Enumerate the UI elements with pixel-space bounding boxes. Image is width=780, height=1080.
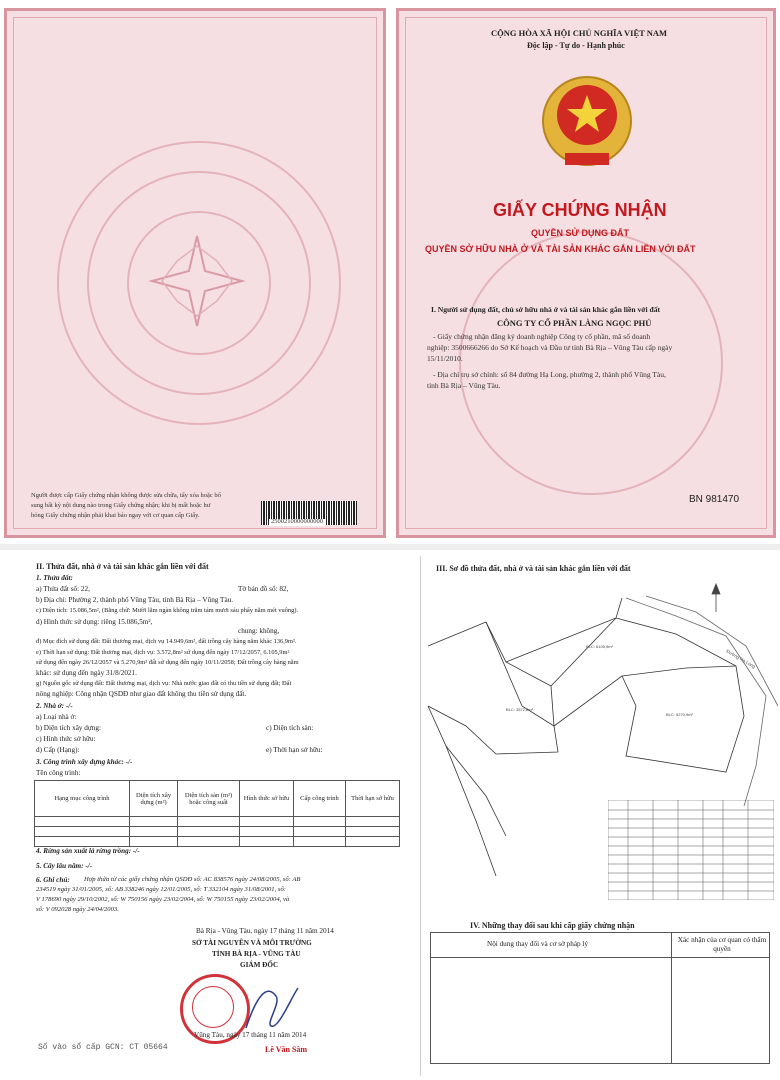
- notice-line: Người được cấp Giấy chứng nhận không được sửa chữa, tẩy xóa hoặc bổ: [31, 492, 221, 499]
- land-line: e) Thời hạn sử dụng: Đất thương mại, dịch vụ: 3.572,8m² sử dụng đến ngày 17/12/2057, 6.105,9m²: [36, 649, 290, 656]
- perennial-line: 5. Cây lâu năm: -/-: [36, 862, 93, 870]
- owner-detail: 15/11/2010.: [427, 354, 463, 363]
- barcode-number: 2500210000000000: [271, 518, 323, 525]
- divider: [0, 544, 780, 550]
- land-line: khác: sử dụng đến ngày 31/8/2021.: [36, 669, 137, 677]
- table-row: [35, 827, 400, 837]
- certificate-front-cover: [396, 8, 776, 538]
- land-line: đ) Mục đích sử dụng đất: Đất thương mại, dịch vụ 14.949,6m², đất trồng cây hàng năm khác 136,9m².: [36, 638, 297, 645]
- land-title: 1. Thửa đất:: [36, 574, 73, 582]
- owner-detail: - Giấy chứng nhận đăng ký doanh nghiệp Công ty cổ phần, mã số doanh: [433, 332, 651, 341]
- section2-title: II. Thửa đất, nhà ở và tài sản khác gắn liền với đất: [36, 562, 209, 571]
- note-title: 6. Ghi chú:: [36, 876, 70, 884]
- signer-name: Lê Văn Sâm: [265, 1045, 308, 1054]
- land-line: g) Nguồn gốc sử dụng đất: Đất thương mại, dịch vụ: Nhà nước giao đất có thu tiền sử dụng đất; Đất: [36, 680, 292, 687]
- table-row: [35, 837, 400, 847]
- shared-use: chung: không,: [238, 627, 280, 635]
- director-title: GIÁM ĐỐC: [240, 961, 279, 969]
- land-line: b) Địa chỉ: Phường 2, thành phố Vũng Tàu, tỉnh Bà Rịa – Vũng Tàu.: [36, 596, 234, 604]
- house-field: e) Thời hạn sở hữu:: [266, 746, 323, 754]
- owner-detail: tỉnh Bà Rịa – Vũng Tàu.: [427, 381, 501, 390]
- svg-text:BLC: 6105,9m²: BLC: 6105,9m²: [586, 644, 613, 649]
- national-title: CỘNG HÒA XÃ HỘI CHỦ NGHĨA VIỆT NAM: [491, 28, 668, 38]
- table-row: [35, 817, 400, 827]
- land-line: d) Hình thức sử dụng: riêng 15.086,5m²,: [36, 618, 153, 626]
- signature-icon: [236, 978, 306, 1038]
- house-field: d) Cấp (Hạng):: [36, 746, 80, 754]
- owner-detail: - Địa chỉ trụ sở chính: số 84 đường Hạ Long, phường 2, thành phố Vũng Tàu,: [433, 370, 666, 379]
- land-line: c) Diện tích: 15.086,5m², (Bằng chữ: Mười lăm ngàn không trăm tám mươi sáu phẩy năm mét vuông).: [36, 607, 299, 614]
- note-line: Hợp thửa từ các giấy chứng nhận QSDĐ số: AC 838576 ngày 24/08/2005, số: AB: [84, 876, 301, 883]
- land-line: sử dụng đến ngày 26/12/2057 và 5.270,9m² đất sử dụng đến ngày 10/11/2058; Đất trồng cây hàng năm: [36, 659, 299, 666]
- land-line: a) Thửa đất số: 22,: [36, 585, 90, 593]
- map-sheet: Tờ bản đồ số: 82,: [238, 585, 289, 593]
- certificate-title: GIẤY CHỨNG NHẬN: [493, 200, 667, 220]
- certificate-subtitle: QUYỀN SỬ DỤNG ĐẤT: [531, 228, 629, 238]
- svg-text:BLC: 3572,8m²: BLC: 3572,8m²: [506, 707, 533, 712]
- house-field: a) Loại nhà ở:: [36, 713, 77, 721]
- construction-name: Tên công trình:: [36, 769, 81, 777]
- issuing-province: TỈNH BÀ RỊA - VŨNG TÀU: [212, 950, 301, 958]
- svg-text:BLC: 5270,9m²: BLC: 5270,9m²: [666, 712, 693, 717]
- coordinate-table: [608, 800, 774, 900]
- forest-line: 4. Rừng sản xuất là rừng trồng: -/-: [36, 847, 140, 855]
- section1-title: I. Người sử dụng đất, chủ sở hữu nhà ở và tài sản khác gắn liền với đất: [431, 305, 661, 314]
- section4-title: IV. Những thay đổi sau khi cấp giấy chứng nhận: [470, 921, 635, 930]
- owner-detail: nghiệp: 3500666266 do Sở Kế hoạch và Đầu tư tỉnh Bà Rịa – Vũng Tàu cấp ngày: [427, 343, 673, 352]
- section2-page: [0, 554, 420, 1080]
- section4-box: [430, 918, 770, 1068]
- owner-name: CÔNG TY CỔ PHẦN LÀNG NGỌC PHÚ: [497, 318, 652, 328]
- note-line: V 178690 ngày 29/10/2002, số: W 750156 ngày 23/02/2004, số: W 750155 ngày 23/02/2004, và: [36, 896, 290, 903]
- seal-inner-ring: [192, 986, 234, 1028]
- road-label: Đường Hạ Long: [725, 648, 757, 670]
- table-header: Hạng mục công trình: [35, 781, 130, 817]
- section3-title: III. Sơ đồ thửa đất, nhà ở và tài sản khác gắn liền với đất: [436, 564, 631, 573]
- notice-line: hỏng Giấy chứng nhận phải khai báo ngay với cơ quan cấp Giấy.: [31, 512, 200, 519]
- construction-title: 3. Công trình xây dựng khác: -/-: [36, 758, 133, 766]
- table-header: Thời hạn sở hữu: [345, 781, 399, 817]
- note-line: số: V 092028 ngày 24/04/2003.: [36, 906, 119, 913]
- certificate-back-cover: [4, 8, 386, 538]
- sign-date: Vũng Tàu, ngày 17 tháng 11 năm 2014: [194, 1031, 307, 1039]
- bronze-drum-pattern: [459, 228, 723, 495]
- star-emblem-icon: [147, 231, 247, 331]
- changes-column-header: Nội dung thay đổi và cơ sở pháp lý: [487, 940, 589, 948]
- construction-table: [34, 780, 400, 847]
- table-header: Diện tích sàn (m²) hoặc công suất: [178, 781, 240, 817]
- record-number: Số vào sổ cấp GCN: CT 05664: [38, 1043, 168, 1052]
- issuing-authority: SỞ TÀI NGUYÊN VÀ MÔI TRƯỜNG: [192, 939, 312, 947]
- motto: Độc lập - Tự do - Hạnh phúc: [527, 41, 625, 50]
- note-line: 234519 ngày 31/01/2005, số: AB 338246 ngày 12/01/2005, số: T 332104 ngày 31/08/2001, số:: [36, 886, 286, 893]
- notice-line: sung bất kỳ nội dung nào trong Giấy chứng nhận; khi bị mất hoặc hư: [31, 502, 211, 509]
- certificate-subtitle: QUYỀN SỞ HỮU NHÀ Ở VÀ TÀI SẢN KHÁC GẮN LIỀN VỚI ĐẤT: [425, 244, 696, 254]
- table-header: Cấp công trình: [293, 781, 345, 817]
- confirmation-column-header: Xác nhận của cơ quan có thẩm quyền: [677, 936, 767, 953]
- house-field: b) Diện tích xây dựng:: [36, 724, 101, 732]
- issue-date: Bà Rịa - Vũng Tàu, ngày 17 tháng 11 năm 2014: [196, 927, 334, 935]
- house-field: c) Hình thức sở hữu:: [36, 735, 96, 743]
- house-title: 2. Nhà ở: -/-: [36, 702, 73, 710]
- table-header: Hình thức sở hữu: [239, 781, 293, 817]
- serial-number: BN 981470: [689, 494, 740, 505]
- page-divider: [420, 556, 421, 1076]
- table-header: Diện tích xây dựng (m²): [130, 781, 178, 817]
- national-emblem-icon: [537, 73, 637, 183]
- house-field: c) Diện tích sàn:: [266, 724, 314, 732]
- land-line: nông nghiệp: Công nhận QSDĐ như giao đất không thu tiền sử dụng đất.: [36, 690, 247, 698]
- changes-table: [430, 932, 770, 1064]
